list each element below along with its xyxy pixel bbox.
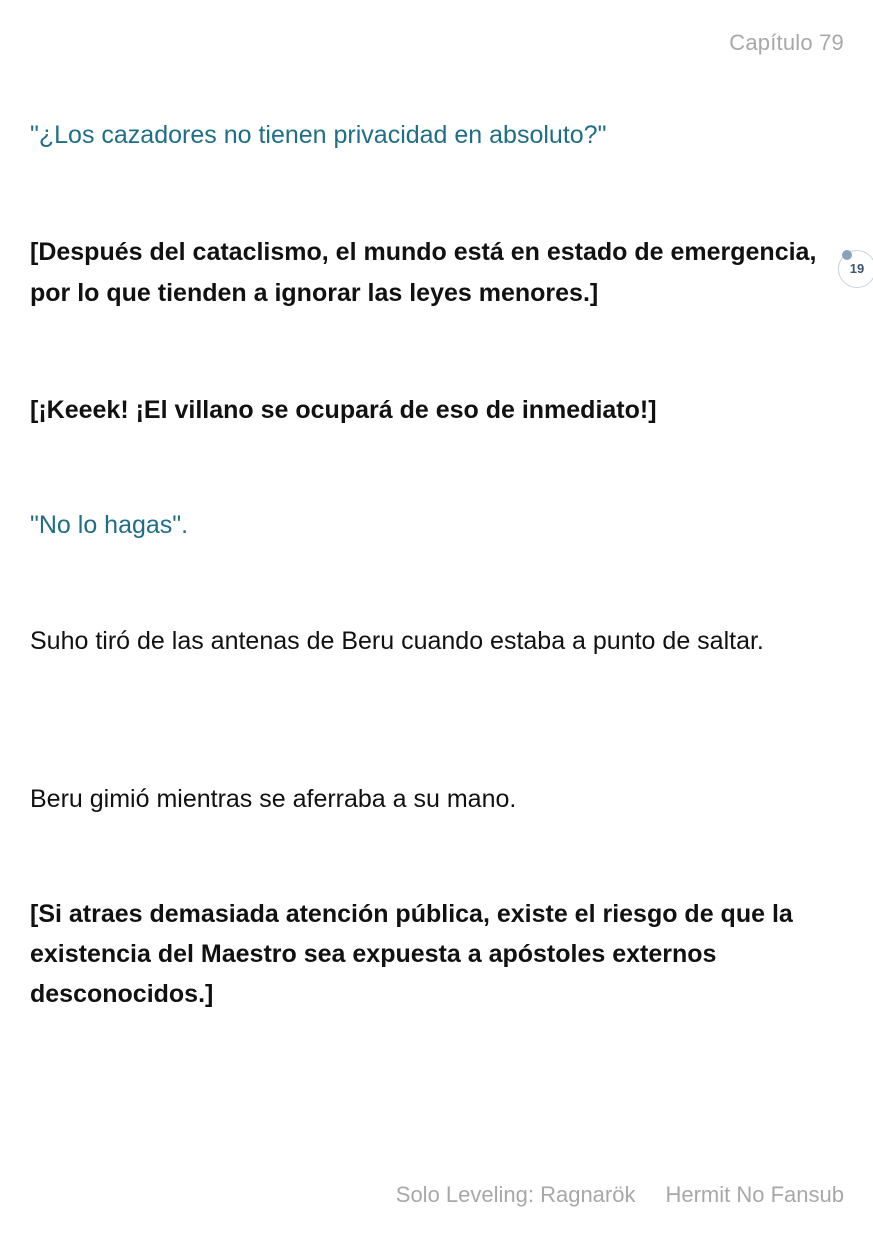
system-message-paragraph: [Después del cataclismo, el mundo está en estado de emergencia, por lo que tienden a ignorar las leyes menores.] (30, 238, 817, 307)
system-message-paragraph: [Si atraes demasiada atención pública, existe el riesgo de que la existencia del Maestro sea expuesta a apóstoles externos desconocidos.] (30, 900, 793, 1008)
page-number: 19 (849, 261, 865, 276)
footer (396, 1182, 844, 1208)
narration-paragraph: Beru gimió mientras se aferraba a su mano. (30, 785, 517, 813)
narration-paragraph: Suho tiró de las antenas de Beru cuando estaba a punto de saltar. (30, 627, 764, 655)
system-message-paragraph: [¡Keeek! ¡El villano se ocupará de eso de inmediato!] (30, 396, 657, 424)
chapter-title: Capítulo 79 (729, 30, 844, 55)
dialogue-paragraph: "¿Los cazadores no tienen privacidad en absoluto?" (30, 121, 607, 149)
progress-dot-icon (842, 250, 852, 260)
translator-credit: Hermit No Fansub (665, 1182, 844, 1207)
dialogue-paragraph: "No lo hagas". (30, 511, 189, 539)
page-number-badge[interactable] (838, 250, 873, 288)
book-title: Solo Leveling: Ragnarök (395, 1182, 636, 1207)
